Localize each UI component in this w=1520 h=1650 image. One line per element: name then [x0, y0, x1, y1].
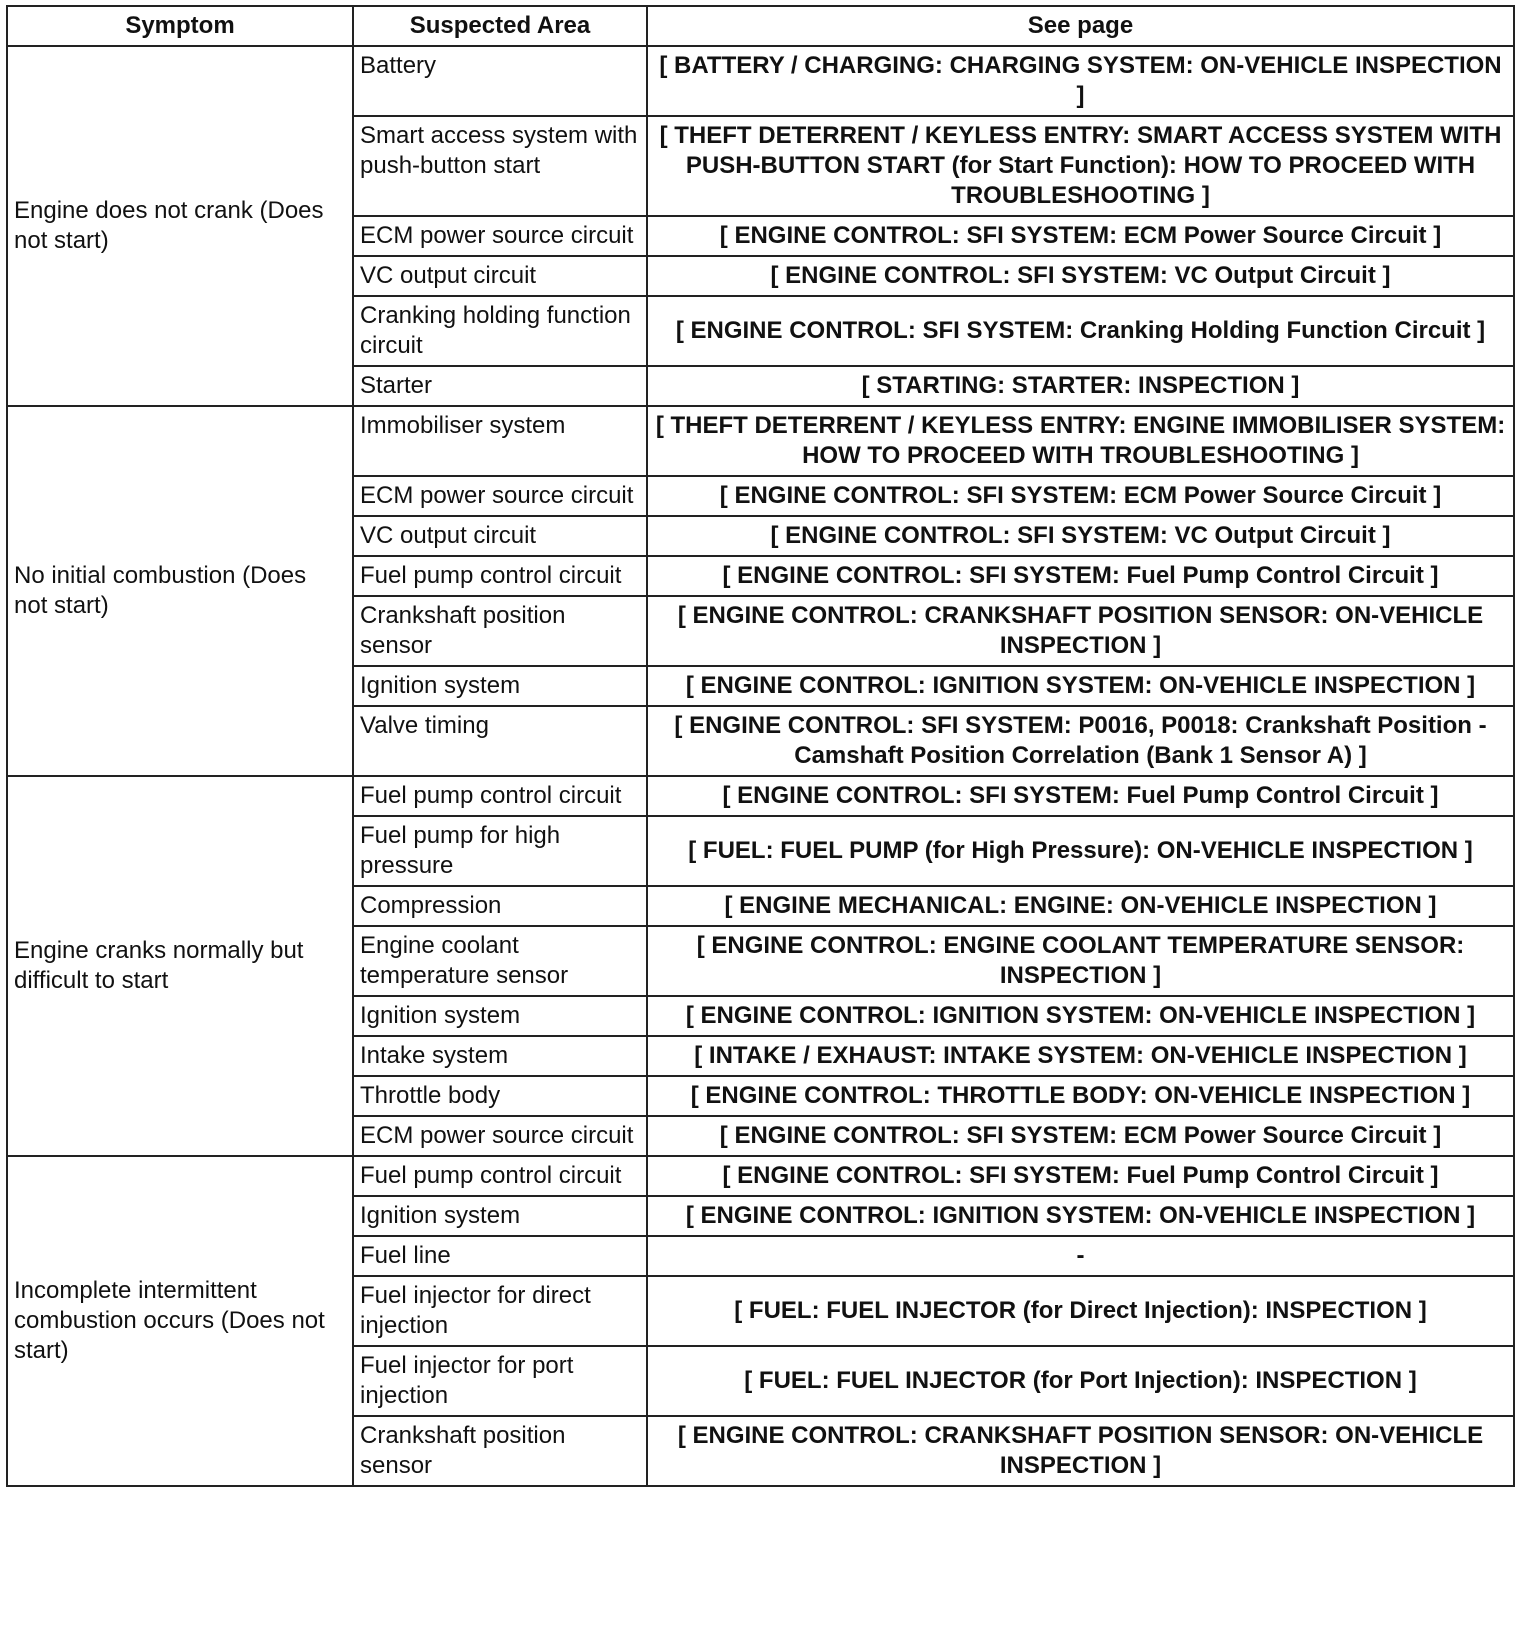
page-ref-cell: [ STARTING: STARTER: INSPECTION ]: [647, 366, 1514, 406]
area-cell: Fuel pump control circuit: [353, 556, 647, 596]
page-ref-cell: [ BATTERY / CHARGING: CHARGING SYSTEM: ON-VEHICLE INSPECTION ]: [647, 46, 1514, 116]
page-ref-cell: [ ENGINE CONTROL: SFI SYSTEM: Fuel Pump Control Circuit ]: [647, 1156, 1514, 1196]
page-ref-cell: [ THEFT DETERRENT / KEYLESS ENTRY: ENGINE IMMOBILISER SYSTEM: HOW TO PROCEED WITH TROUBLESHOOTING ]: [647, 406, 1514, 476]
area-cell: Smart access system with push-button start: [353, 116, 647, 216]
area-cell: Fuel pump control circuit: [353, 776, 647, 816]
symptom-cell: No initial combustion (Does not start): [7, 406, 353, 776]
area-cell: Intake system: [353, 1036, 647, 1076]
area-cell: ECM power source circuit: [353, 216, 647, 256]
table-row: [7, 1156, 1514, 1196]
area-cell: Immobiliser system: [353, 406, 647, 476]
area-cell: Fuel injector for port injection: [353, 1346, 647, 1416]
area-cell: Cranking holding function circuit: [353, 296, 647, 366]
table-body: [7, 46, 1514, 1486]
area-cell: Valve timing: [353, 706, 647, 776]
area-cell: Fuel pump for high pressure: [353, 816, 647, 886]
table-row: [7, 406, 1514, 476]
area-cell: Ignition system: [353, 666, 647, 706]
table-row: [7, 46, 1514, 116]
page-ref-cell: [ ENGINE CONTROL: IGNITION SYSTEM: ON-VEHICLE INSPECTION ]: [647, 1196, 1514, 1236]
page-ref-cell: [ ENGINE CONTROL: IGNITION SYSTEM: ON-VEHICLE INSPECTION ]: [647, 666, 1514, 706]
table-row: [7, 776, 1514, 816]
area-cell: ECM power source circuit: [353, 476, 647, 516]
area-cell: Throttle body: [353, 1076, 647, 1116]
area-cell: Fuel line: [353, 1236, 647, 1276]
area-cell: Crankshaft position sensor: [353, 1416, 647, 1486]
page-ref-cell: [ FUEL: FUEL INJECTOR (for Direct Injection): INSPECTION ]: [647, 1276, 1514, 1346]
page-ref-cell: [ FUEL: FUEL PUMP (for High Pressure): ON-VEHICLE INSPECTION ]: [647, 816, 1514, 886]
area-cell: Fuel injector for direct injection: [353, 1276, 647, 1346]
area-cell: Fuel pump control circuit: [353, 1156, 647, 1196]
page-ref-cell: [ ENGINE CONTROL: CRANKSHAFT POSITION SENSOR: ON-VEHICLE INSPECTION ]: [647, 596, 1514, 666]
table-header-row: [7, 6, 1514, 46]
area-cell: Ignition system: [353, 1196, 647, 1236]
page-ref-cell: [ THEFT DETERRENT / KEYLESS ENTRY: SMART ACCESS SYSTEM WITH PUSH-BUTTON START (for Start Function): HOW TO PROCEED WITH TROUBLESHOOTING ]: [647, 116, 1514, 216]
symptom-cell: Engine cranks normally but difficult to start: [7, 776, 353, 1156]
page-ref-cell: [ ENGINE CONTROL: SFI SYSTEM: P0016, P0018: Crankshaft Position - Camshaft Position Correlation (Bank 1 Sensor A) ]: [647, 706, 1514, 776]
page-ref-cell: [ ENGINE CONTROL: SFI SYSTEM: ECM Power Source Circuit ]: [647, 476, 1514, 516]
area-cell: VC output circuit: [353, 516, 647, 556]
area-cell: Ignition system: [353, 996, 647, 1036]
page-ref-cell: [ FUEL: FUEL INJECTOR (for Port Injection): INSPECTION ]: [647, 1346, 1514, 1416]
page-ref-cell: [ ENGINE CONTROL: IGNITION SYSTEM: ON-VEHICLE INSPECTION ]: [647, 996, 1514, 1036]
page-ref-cell: [ ENGINE CONTROL: SFI SYSTEM: ECM Power Source Circuit ]: [647, 1116, 1514, 1156]
area-cell: Crankshaft position sensor: [353, 596, 647, 666]
page-ref-cell: [ ENGINE CONTROL: CRANKSHAFT POSITION SENSOR: ON-VEHICLE INSPECTION ]: [647, 1416, 1514, 1486]
page-ref-cell: [ ENGINE CONTROL: SFI SYSTEM: Fuel Pump Control Circuit ]: [647, 556, 1514, 596]
page-ref-cell: [ ENGINE CONTROL: SFI SYSTEM: ECM Power Source Circuit ]: [647, 216, 1514, 256]
area-cell: Compression: [353, 886, 647, 926]
page-ref-cell: [ ENGINE CONTROL: ENGINE COOLANT TEMPERATURE SENSOR: INSPECTION ]: [647, 926, 1514, 996]
area-cell: ECM power source circuit: [353, 1116, 647, 1156]
troubleshooting-table: [6, 5, 1515, 1487]
area-cell: VC output circuit: [353, 256, 647, 296]
area-cell: Starter: [353, 366, 647, 406]
page-ref-cell: [ INTAKE / EXHAUST: INTAKE SYSTEM: ON-VEHICLE INSPECTION ]: [647, 1036, 1514, 1076]
header-suspected-area: Suspected Area: [353, 6, 647, 46]
header-symptom: Symptom: [7, 6, 353, 46]
header-see-page: See page: [647, 6, 1514, 46]
page-ref-cell: [ ENGINE CONTROL: SFI SYSTEM: Fuel Pump Control Circuit ]: [647, 776, 1514, 816]
symptom-cell: Incomplete intermittent combustion occurs (Does not start): [7, 1156, 353, 1486]
page-ref-cell: [ ENGINE MECHANICAL: ENGINE: ON-VEHICLE INSPECTION ]: [647, 886, 1514, 926]
page-ref-cell: [ ENGINE CONTROL: SFI SYSTEM: VC Output Circuit ]: [647, 516, 1514, 556]
symptom-cell: Engine does not crank (Does not start): [7, 46, 353, 406]
area-cell: Engine coolant temperature sensor: [353, 926, 647, 996]
page-ref-cell: [ ENGINE CONTROL: SFI SYSTEM: Cranking Holding Function Circuit ]: [647, 296, 1514, 366]
page-ref-cell: [ ENGINE CONTROL: THROTTLE BODY: ON-VEHICLE INSPECTION ]: [647, 1076, 1514, 1116]
page-ref-cell: [ ENGINE CONTROL: SFI SYSTEM: VC Output Circuit ]: [647, 256, 1514, 296]
area-cell: Battery: [353, 46, 647, 116]
page-ref-cell: -: [647, 1236, 1514, 1276]
